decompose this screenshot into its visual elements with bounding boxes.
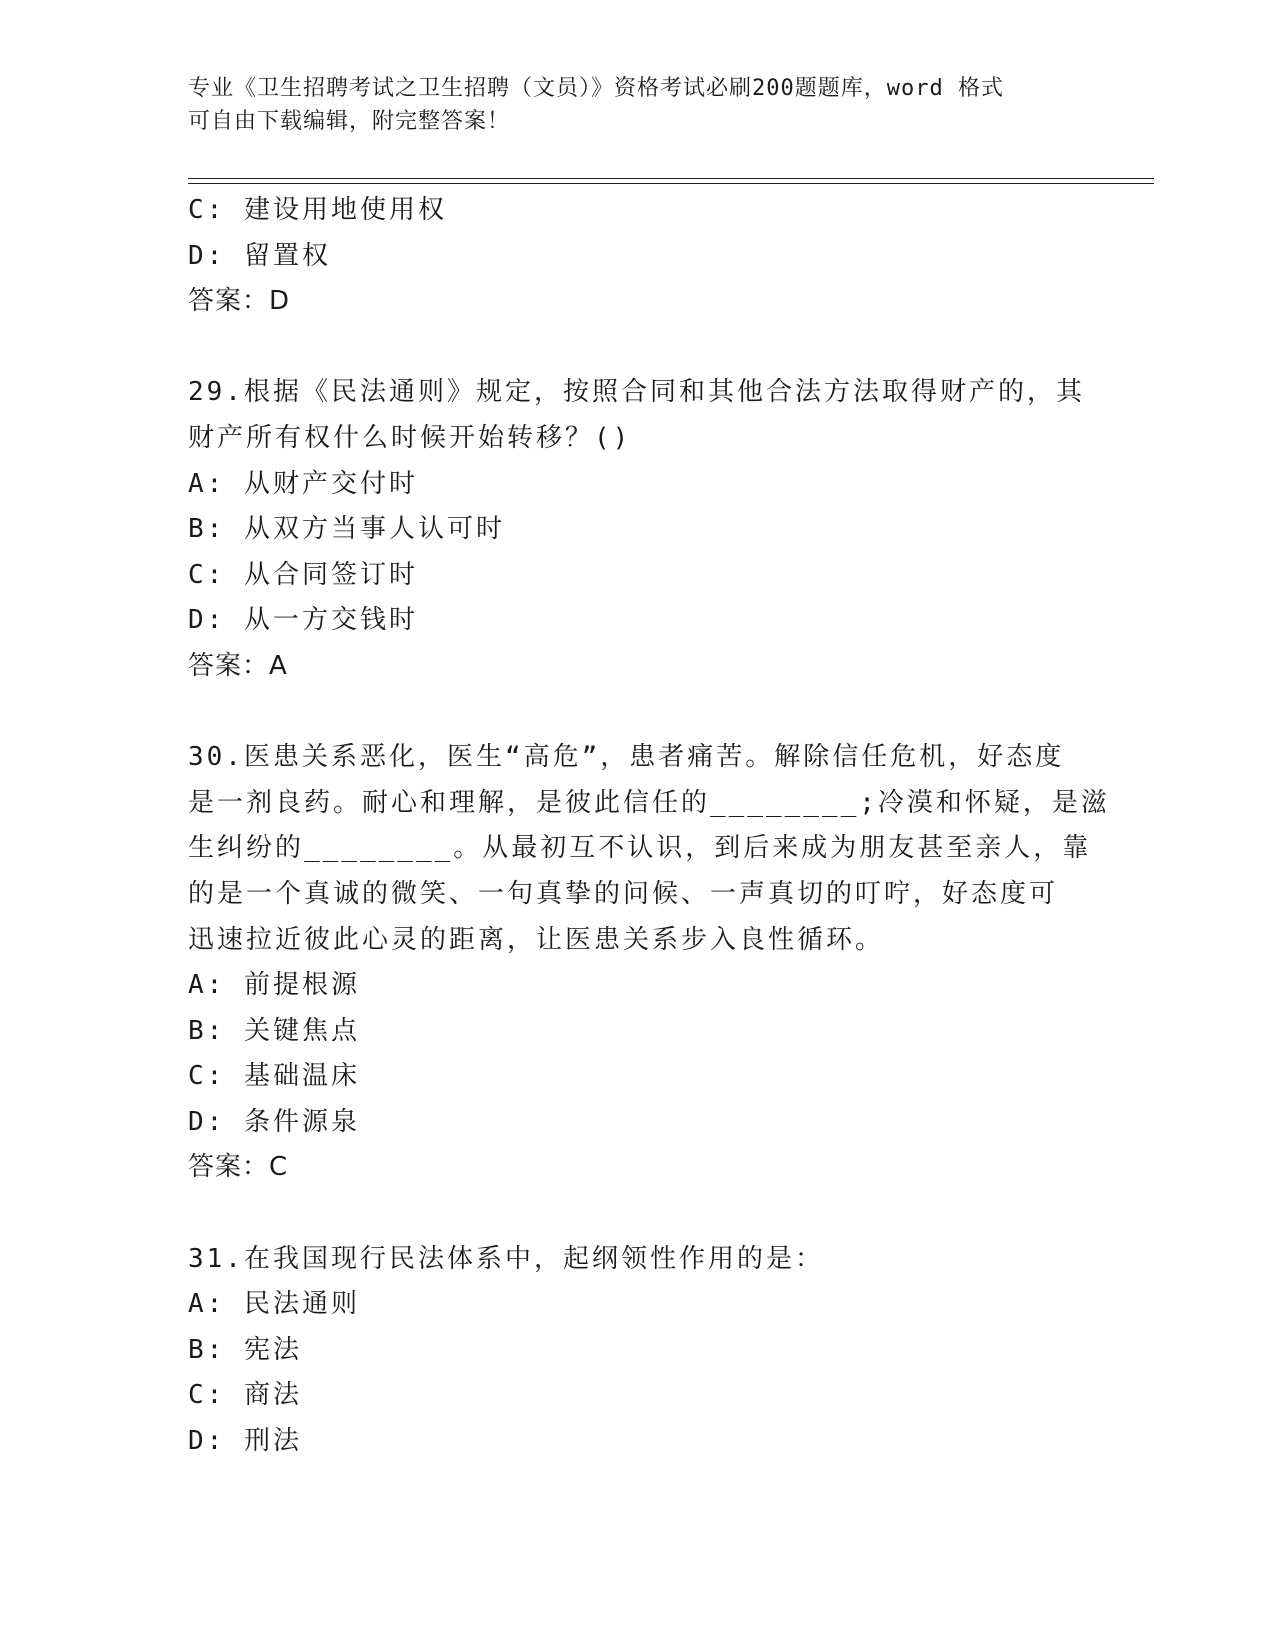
option-d (188, 234, 1068, 280)
option-label: C: (188, 195, 226, 225)
option-b (188, 1328, 1068, 1374)
question-31 (188, 1237, 1068, 1465)
option-text: 刑法 (243, 1426, 302, 1457)
option-text: 留置权 (243, 240, 331, 271)
option-label: A: (188, 1289, 226, 1320)
option-text: 基础温床 (243, 1061, 360, 1092)
header-line-2: 可自由下载编辑，附完整答案！ (188, 109, 511, 134)
option-label: C: (188, 1061, 226, 1092)
option-b (188, 507, 1068, 553)
option-label: D: (188, 605, 226, 636)
option-label: C: (188, 559, 226, 590)
option-a (188, 1282, 1068, 1328)
option-b (188, 1009, 1068, 1055)
option-text: 从一方交钱时 (243, 605, 418, 636)
option-a (188, 963, 1068, 1009)
header-rule-top (188, 178, 1154, 179)
option-text: 关键焦点 (243, 1015, 360, 1046)
option-label: C: (188, 1380, 226, 1411)
option-text: 从双方当事人认可时 (243, 514, 505, 545)
question-text-line: 生纠纷的________。从最初互不认识，到后来成为朋友甚至亲人，靠 (188, 833, 1092, 864)
question-text-line: 迅速拉近彼此心灵的距离，让医患关系步入良性循环。 (188, 924, 885, 955)
option-d (188, 598, 1068, 644)
option-c (188, 188, 1068, 234)
prev-question (188, 188, 1068, 325)
option-text: 商法 (243, 1380, 302, 1411)
option-label: D: (188, 1426, 226, 1457)
option-c (188, 553, 1068, 599)
option-text: 宪法 (243, 1334, 302, 1365)
spacer (188, 325, 1068, 371)
option-a (188, 462, 1068, 508)
option-text: 建设用地使用权 (243, 195, 447, 225)
question-text-line: 的是一个真诚的微笑、一句真挚的问候、一声真切的叮咛，好态度可 (188, 878, 1059, 909)
answer-line: 答案：A (188, 650, 288, 681)
option-text: 民法通则 (243, 1289, 360, 1320)
document-body (188, 188, 1110, 1465)
option-c (188, 1373, 1068, 1419)
question-text-line: 29.根据《民法通则》规定，按照合同和其他合法方法取得财产的，其 (188, 377, 1085, 408)
answer-line: 答案：C (188, 1152, 289, 1183)
option-text: 前提根源 (243, 970, 360, 1001)
question-text-line: 是一剂良药。耐心和理解，是彼此信任的________;冷漠和怀疑，是滋 (188, 787, 1110, 818)
option-text: 条件源泉 (243, 1106, 360, 1137)
option-c (188, 1054, 1068, 1100)
question-text-line: 30.医患关系恶化，医生“高危”，患者痛苦。解除信任危机，好态度 (188, 742, 1065, 773)
question-30 (188, 735, 1110, 1191)
question-text-line: 财产所有权什么时候开始转移？() (188, 422, 632, 453)
document-header (188, 72, 1068, 138)
option-label: D: (188, 240, 226, 271)
spacer (188, 1191, 1068, 1237)
option-label: B: (188, 514, 226, 545)
header-rule-bottom (188, 183, 1154, 184)
option-text: 从财产交付时 (243, 468, 418, 499)
option-d (188, 1419, 1068, 1465)
spacer (188, 690, 1068, 736)
option-label: B: (188, 1334, 226, 1365)
question-text-line: 31.在我国现行民法体系中，起纲领性作用的是： (188, 1243, 824, 1274)
answer-line: 答案：D (188, 286, 291, 317)
header-line-1: 专业《卫生招聘考试之卫生招聘（文员）》资格考试必刷200题题库，word 格式 (188, 76, 1004, 101)
option-label: A: (188, 970, 226, 1001)
option-label: B: (188, 1015, 226, 1046)
option-text: 从合同签订时 (243, 559, 418, 590)
option-label: A: (188, 468, 226, 499)
option-d (188, 1100, 1068, 1146)
option-label: D: (188, 1106, 226, 1137)
question-29 (188, 370, 1085, 689)
